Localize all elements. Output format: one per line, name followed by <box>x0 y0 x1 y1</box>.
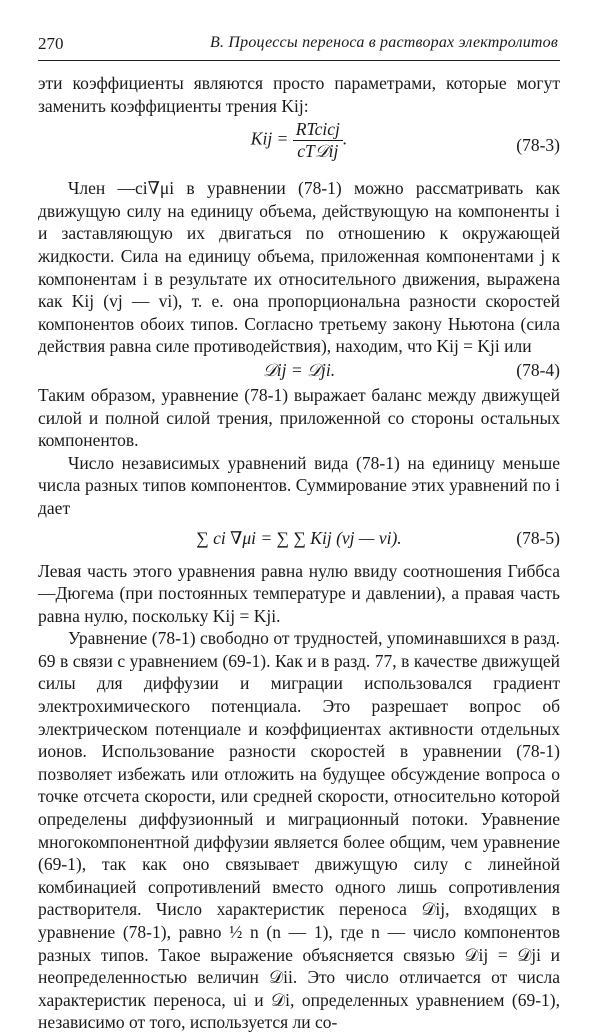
paragraph-gibbs-duhem: Левая часть этого уравнения равна нулю ввиду соотношения Гиббса—Дюгема (при постоянных температуре и давлении), а правая часть равна нулю, поскольку Kij = Kji. <box>38 560 560 626</box>
equation-78-4-formula: 𝒟ij = 𝒟ji. <box>262 359 336 380</box>
equation-78-4 <box>38 358 560 384</box>
equation-78-3-number: (78-3) <box>516 135 560 156</box>
equation-78-5-formula: ∑ ci ∇μi = ∑ ∑ Kij (vj — vi). <box>196 527 402 548</box>
equation-78-5-number: (78-5) <box>516 527 560 548</box>
paragraph-balance: Таким образом, уравнение (78-1) выражает баланс между движущей силой и полной силой трения, приложенной со стороны остальных компонентов. <box>38 384 560 451</box>
equation-78-3-formula <box>38 119 560 162</box>
page-number: 270 <box>38 34 64 53</box>
header-rule <box>38 60 560 61</box>
equation-78-3-fraction <box>293 119 343 162</box>
paragraph-driving-force: Член —ci∇μi в уравнении (78-1) можно рассматривать как движущую силу на единицу объема, действующую на компоненты i и заставляющую их двигаться по отношению к окружающей жидкости. Сила на единицу объема, приложенная компонентами j к компонентам i в результате их относительного движения, выражена как Kij (vj — vi), т. е. она пропорциональна разности скоростей компонентов обоих типов. Согласно третьему закону Ньютона (сила действия равна силе противодействия), находим, что Kij = Kji или <box>38 178 560 357</box>
paragraph-multicomponent-diffusion: Уравнение (78-1) свободно от трудностей, упоминавшихся в разд. 69 в связи с уравнением (69-1). Как и в разд. 77, в качестве движущей силы для диффузии и миграции использовался градиент электрохимического потенциала. Это разрешает вопрос об электрическом потенциале и коэффициентах активности отдельных ионов. Использование разности скоростей в уравнении (78-1) позволяет избежать или отложить на будущее обсуждение вопроса о точке отсчета скорости, или средней скорости, относительно которой определены диффузионный и миграционный потоки. Уравнение многокомпонентной диффузии является более общим, чем уравнение (69-1), так как оно связывает движущую силу с линейной комбинацией сопротивлений вместо одного лишь сопротивления растворителя. Число характеристик переноса 𝒟ij, входящих в уравнение (78-1), равно ½ n (n — 1), где n — число компонентов разных типов. Такое выражение объясняется связью 𝒟ij = 𝒟ji и неопределенностью величин 𝒟ii. Это число отличается от числа характеристик переноса, ui и 𝒟i, определенных уравнением (69-1), независимо от того, используется ли со- <box>38 628 560 1033</box>
equation-78-5 <box>38 520 560 560</box>
page-header <box>38 34 558 58</box>
page-body <box>38 72 560 1034</box>
running-head: В. Процессы переноса в растворах электролитов <box>210 34 558 51</box>
equation-78-3-numerator: RTcicj <box>293 119 343 141</box>
paragraph-independent-equations: Число независимых уравнений вида (78-1) на единицу меньше числа разных типов компонентов. Суммирование этих уравнений по i дает <box>38 452 560 518</box>
equation-78-3-lhs: Kij = <box>250 128 289 149</box>
equation-78-3-denominator: cT𝒟ij <box>297 141 339 162</box>
equation-78-3 <box>38 117 560 177</box>
equation-78-4-number: (78-4) <box>516 359 560 380</box>
equation-78-3-tail: . <box>342 128 348 149</box>
paragraph-intro: эти коэффициенты являются просто параметрами, которые могут заменить коэффициенты трения Kij: <box>38 73 560 116</box>
